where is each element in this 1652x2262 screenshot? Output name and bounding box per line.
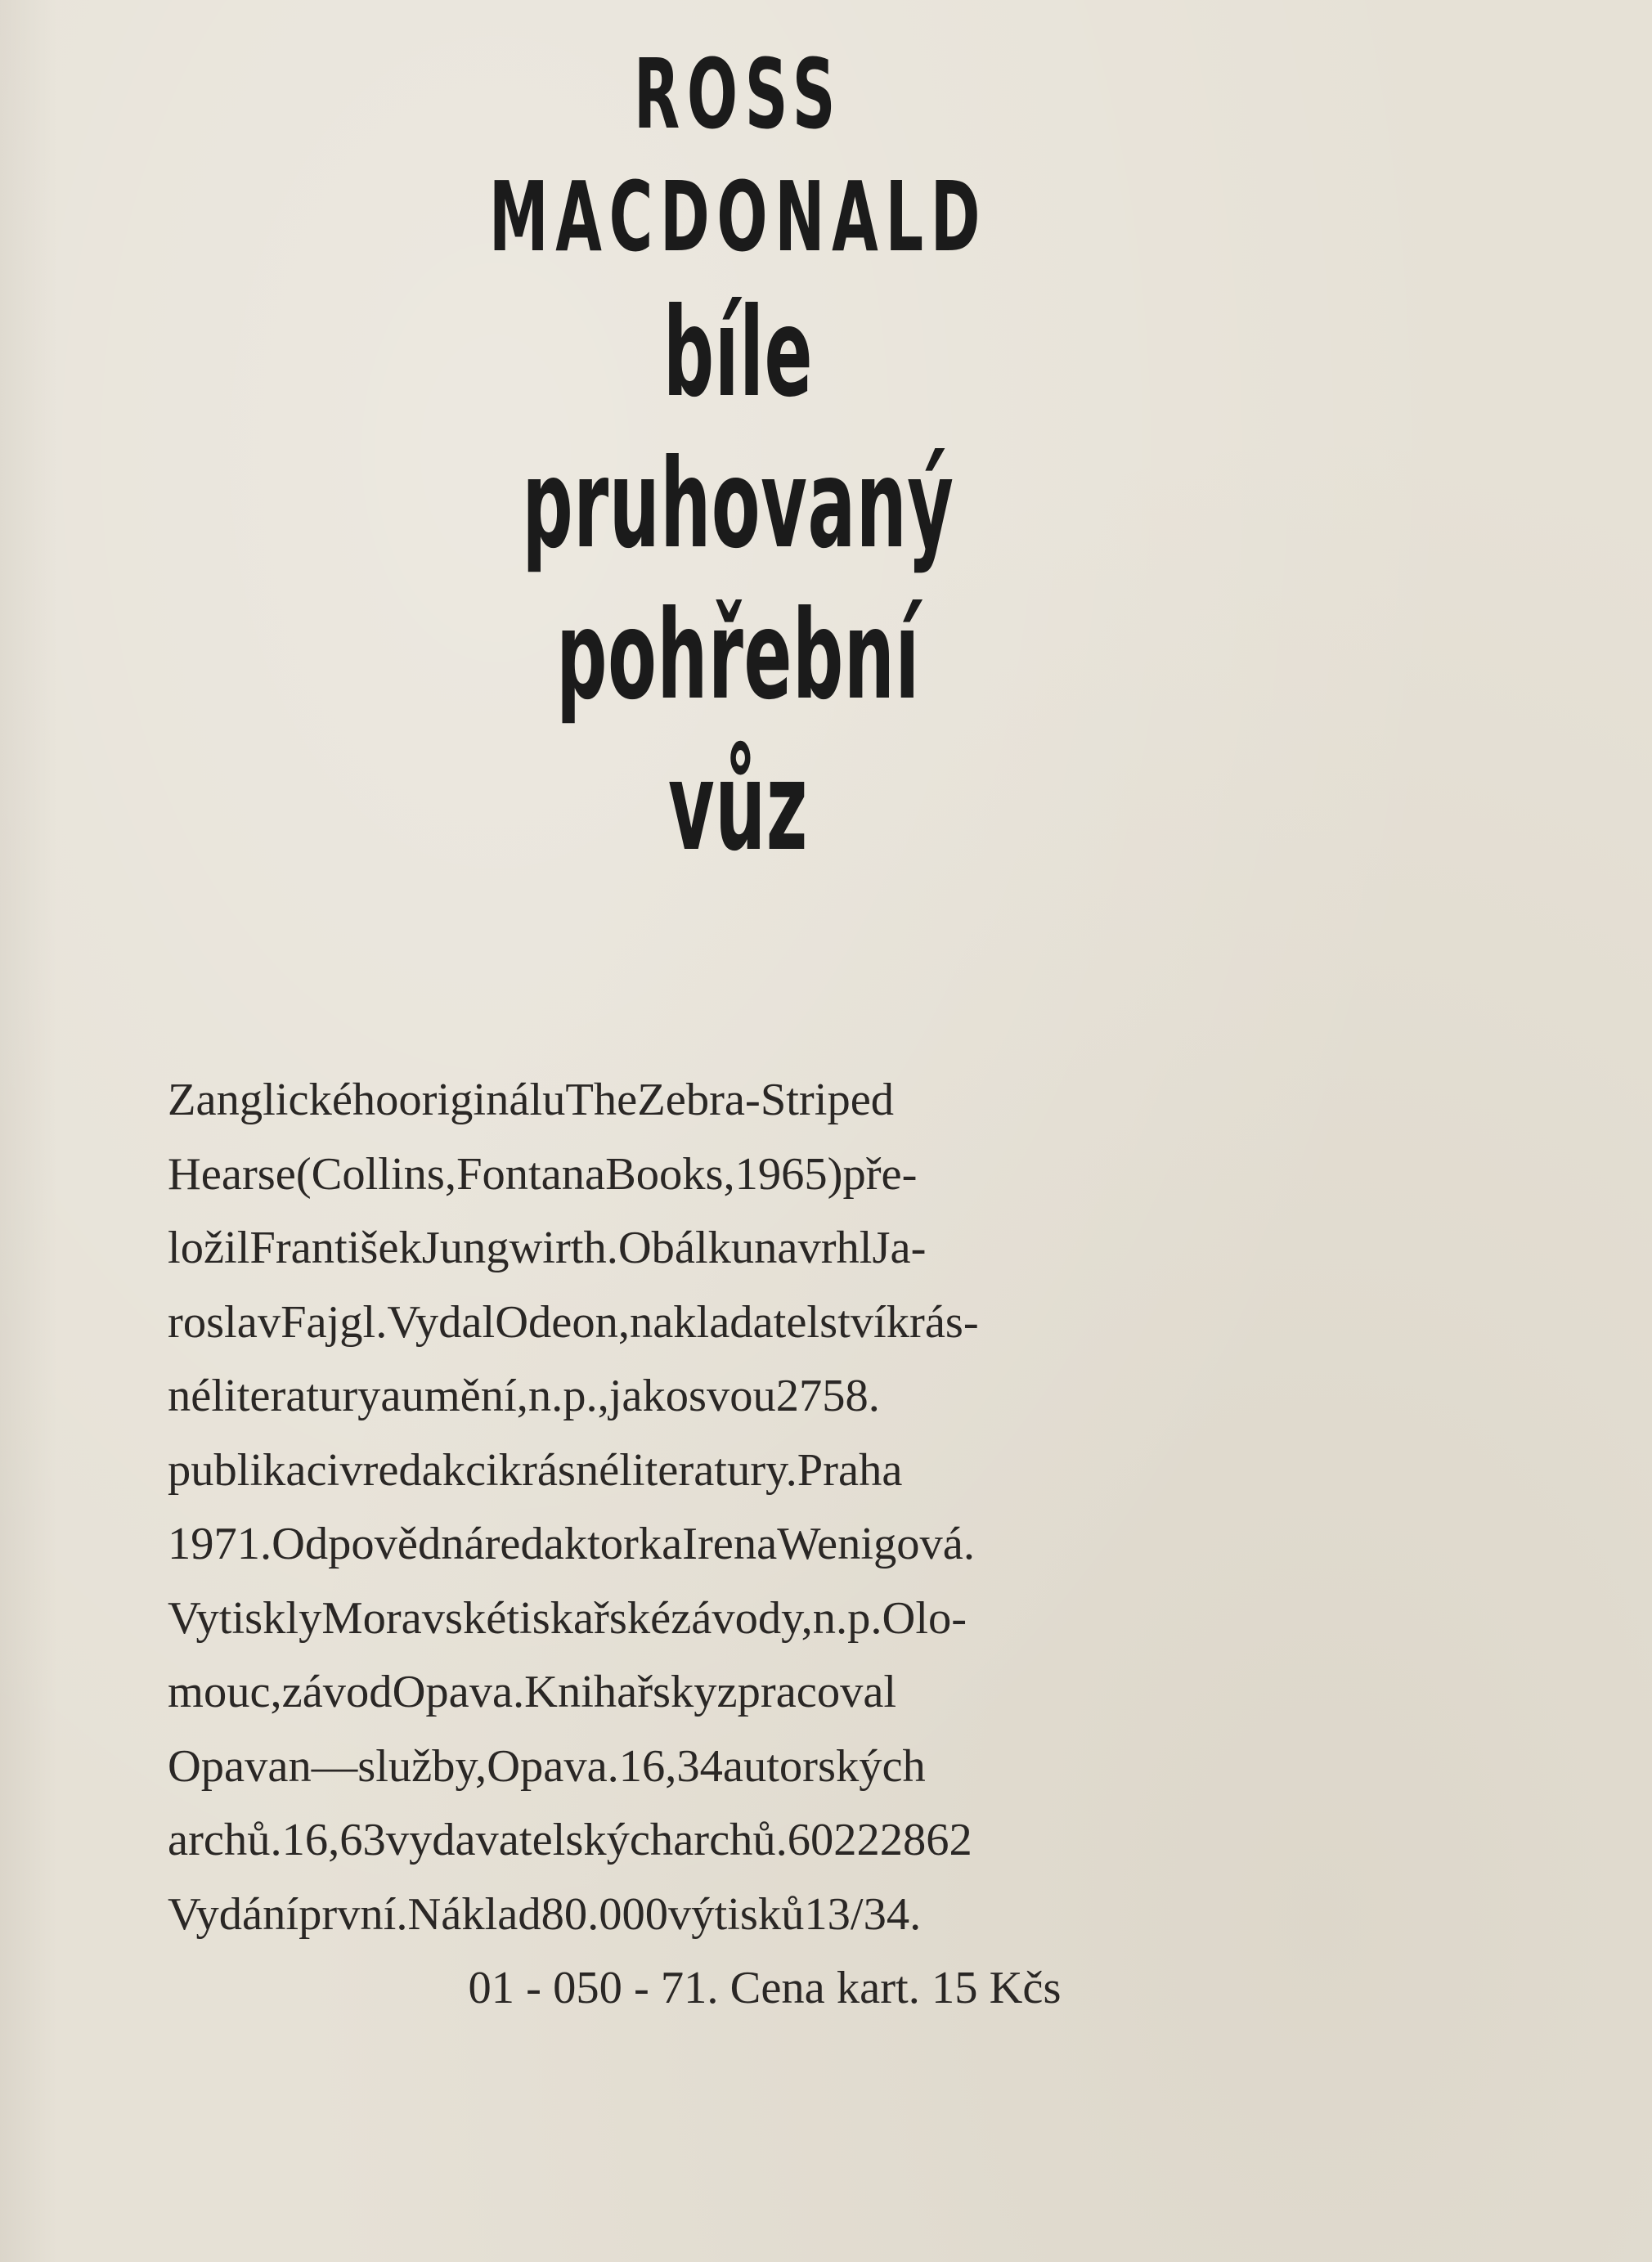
colophon-word: originálu <box>398 1075 566 1125</box>
colophon-word: služby, <box>357 1740 487 1792</box>
colophon-line <box>168 1878 1313 1952</box>
colophon-word: n. <box>527 1371 563 1421</box>
colophon-word: Jungwirth. <box>421 1223 618 1273</box>
colophon-word: 1965) <box>734 1148 843 1200</box>
colophon-word: Wenigová. <box>777 1519 975 1569</box>
colophon-word: závody, <box>671 1592 813 1644</box>
colophon-word: krás- <box>886 1296 979 1348</box>
colophon-word: Obálku <box>617 1223 755 1273</box>
colophon-word: 2758. <box>775 1371 880 1421</box>
colophon-word: závod <box>281 1667 393 1717</box>
colophon-word: 16,63 <box>281 1815 386 1865</box>
colophon-word: a <box>380 1371 402 1421</box>
colophon-line <box>168 1138 1313 1212</box>
colophon-line <box>168 1730 1313 1804</box>
colophon-text <box>168 1063 1313 2026</box>
colophon-word: archů. <box>168 1815 282 1865</box>
colophon-word: první. <box>299 1888 408 1940</box>
colophon-word: Hearse <box>168 1148 296 1200</box>
colophon-word: Books, <box>605 1148 735 1200</box>
colophon-word: autorských <box>722 1740 926 1792</box>
colophon-word: tiskařské <box>506 1592 671 1644</box>
colophon-word: výtisků <box>668 1888 805 1940</box>
colophon-word: Praha <box>797 1444 903 1496</box>
colophon-word: 602 <box>787 1815 857 1865</box>
colophon-word: 1971. <box>168 1519 272 1569</box>
author-last-name: MACDONALD <box>488 160 988 273</box>
colophon-line <box>168 1582 1313 1656</box>
colophon-word: Vytiskly <box>168 1592 322 1644</box>
colophon-word: — <box>311 1740 358 1792</box>
colophon-word: archů. <box>673 1815 788 1865</box>
colophon-word: mouc, <box>168 1667 282 1717</box>
colophon-word: v <box>339 1444 363 1496</box>
colophon-word: 80.000 <box>541 1888 668 1940</box>
colophon-word: 16,34 <box>618 1740 723 1792</box>
colophon-word: n. <box>812 1592 848 1644</box>
colophon-word: zpracoval <box>716 1667 897 1717</box>
colophon-word: Moravské <box>321 1592 507 1644</box>
colophon-word: krásné <box>498 1444 620 1496</box>
colophon-word: 22 <box>856 1815 904 1865</box>
colophon-word: p. <box>847 1592 882 1644</box>
colophon-word: redakci <box>362 1444 499 1496</box>
colophon-word: Náklad <box>407 1888 541 1940</box>
book-title-word-2: pruhovaný <box>522 433 954 576</box>
colophon-word: Odeon, <box>495 1296 630 1348</box>
colophon-word: svou <box>689 1371 776 1421</box>
colophon-word: publikaci <box>168 1444 340 1496</box>
book-title-word-1: bíle <box>662 282 814 424</box>
author-first-name: ROSS <box>633 38 843 150</box>
colophon-word: p., <box>563 1371 609 1421</box>
colophon-word: Ja- <box>872 1223 927 1273</box>
colophon-line <box>168 1211 1313 1286</box>
colophon-word: The <box>565 1075 638 1125</box>
colophon-word: nakladatelství <box>629 1296 887 1348</box>
colophon-word: Fontana <box>456 1148 606 1200</box>
book-title-word-4: vůz <box>667 736 809 878</box>
colophon-word: František <box>249 1223 422 1273</box>
title-block <box>0 33 1476 883</box>
book-title-word-3: pohřební <box>556 585 920 727</box>
colophon-word: Vydání <box>168 1888 299 1940</box>
colophon-word: redaktorka <box>484 1519 683 1569</box>
colophon-word: Fajgl. <box>281 1296 388 1348</box>
colophon-word: navrhl <box>754 1223 873 1273</box>
colophon-word: literatury. <box>619 1444 797 1496</box>
colophon-word: literatury <box>211 1371 381 1421</box>
colophon-word: né <box>168 1371 212 1421</box>
colophon-word: Opava. <box>487 1740 619 1792</box>
colophon-word: anglického <box>195 1075 399 1125</box>
colophon-line <box>168 1359 1313 1434</box>
colophon-line <box>168 1063 1313 1138</box>
colophon-word: Vydal <box>387 1296 496 1348</box>
colophon-word: 13/34. <box>804 1888 922 1940</box>
colophon-word: roslav <box>168 1296 281 1348</box>
colophon-word: Knihařsky <box>524 1667 717 1717</box>
colophon-word: ložil <box>168 1223 250 1273</box>
colophon-word: umění, <box>401 1371 528 1421</box>
colophon-word: Striped <box>760 1075 895 1125</box>
colophon-line <box>168 1286 1313 1360</box>
colophon-line <box>168 1803 1313 1878</box>
colophon-word: - <box>744 1075 761 1125</box>
colophon-word: Olo- <box>882 1592 967 1644</box>
colophon-last-line: 01 - 050 - 71. Cena kart. 15 Kčs <box>468 1963 1062 2013</box>
colophon-line <box>168 1507 1313 1582</box>
colophon-word: Zebra <box>637 1075 745 1125</box>
colophon-word: jako <box>608 1371 689 1421</box>
colophon-line <box>168 1434 1313 1508</box>
colophon-word: Opavan <box>168 1740 312 1792</box>
colophon-word: 862 <box>903 1815 972 1865</box>
colophon-line <box>168 1655 1313 1730</box>
colophon-word: vydavatelských <box>385 1815 674 1865</box>
colophon-word: Irena <box>682 1519 778 1569</box>
colophon-word: pře- <box>842 1148 918 1200</box>
colophon-word: Opava. <box>392 1667 525 1717</box>
colophon-word: Z <box>168 1075 196 1125</box>
colophon-word: Odpovědná <box>272 1519 485 1569</box>
colophon-word: (Collins, <box>295 1148 457 1200</box>
